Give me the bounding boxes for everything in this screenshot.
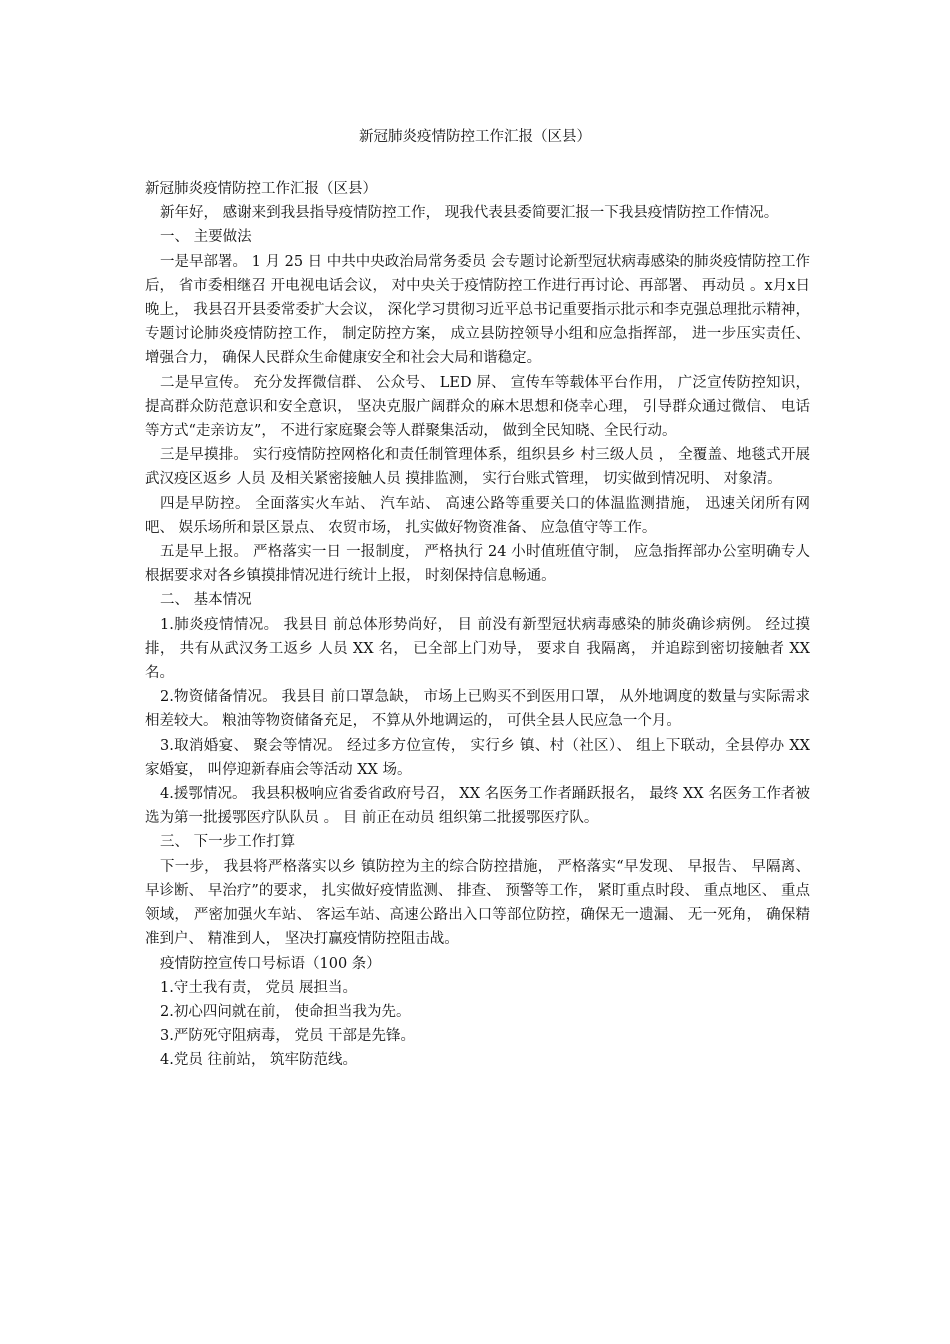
paragraph-cancel-gatherings: 3.取消婚宴、 聚会等情况。 经过多方位宣传， 实行乡 镇、村（社区）、 组上下联动，全县停办 XX 家婚宴， 叫停迎新春庙会等活动 XX 场。: [145, 737, 815, 778]
section-heading-1: 一、 主要做法: [160, 229, 252, 246]
paragraph-hubei-aid: 4.援鄂情况。 我县积极响应省委省政府号召， XX 名医务工作者踊跃报名， 最终 XX 名医务工作者被选为第一批援鄂医疗队队员 。 目 前正在动员 组织第二批援鄂医疗队。: [145, 786, 810, 827]
paragraph-early-prevention: 四是早防控。 全面落实火车站、 汽车站、 高速公路等重要关口的体温监测措施， 迅速关闭所有网吧、 娱乐场所和景区景点、 农贸市场， 扎实做好物资准备、 应急值守等工作。: [145, 495, 810, 536]
intro-paragraph: 新年好， 感谢来到我县指导疫情防控工作， 现我代表县委简要汇报一下我县疫情防控工作情况。: [160, 205, 779, 222]
document-subtitle: 新冠肺炎疫情防控工作汇报（区县）: [145, 181, 377, 197]
section-heading-2: 二、 基本情况: [160, 592, 252, 609]
document-body: [145, 177, 815, 1073]
paragraph-next-steps: 下一步， 我县将严格落实以乡 镇防控为主的综合防控措施， 严格落实“早发现、 早报告、 早隔离、 早诊断、 早治疗”的要求， 扎实做好疫情监测、 排查、 预警等工作， 紧盯重点时段、 重点地区、 重点领域， 严密加强火车站、 客运车站、高速公路出入口等部位防控，确保无一遗漏、 无一死角， 确保精准到户、 精准到人， 坚决打赢疫情防控阻击战。: [145, 858, 815, 948]
slogan-item: 3.严防死守阻病毒， 党员 干部是先锋。: [160, 1028, 416, 1045]
paragraph-supply-reserves: 2.物资储备情况。 我县目 前口罩急缺， 市场上已购买不到医用口罩， 从外地调度的数量与实际需求相差较大。 粮油等物资储备充足， 不算从外地调运的， 可供全县人民应急一个月。: [145, 689, 810, 730]
paragraph-early-reporting: 五是早上报。 严格落实一日 一报制度， 严格执行 24 小时值班值守制， 应急指挥部办公室明确专人根据要求对各乡镇摸排情况进行统计上报， 时刻保持信息畅通。: [145, 544, 810, 585]
slogan-item: 2.初心四问就在前， 使命担当我为先。: [160, 1003, 411, 1020]
document-title: 新冠肺炎疫情防控工作汇报（区县）: [359, 129, 591, 145]
paragraph-epidemic-status: 1.肺炎疫情情况。 我县目 前总体形势尚好， 目 前没有新型冠状病毒感染的肺炎确诊病例。 经过摸排， 共有从武汉务工返乡 人员 XX 名， 已全部上门劝导， 要求自 我隔离， 并追踪到密切接触者 XX 名。: [145, 616, 815, 682]
slogan-item: 4.党员 往前站， 筑牢防范线。: [160, 1052, 358, 1069]
slogans-heading: 疫情防控宣传口号标语（100 条）: [160, 955, 381, 972]
section-heading-3: 三、 下一步工作打算: [160, 834, 296, 851]
slogan-item: 1.守土我有责， 党员 展担当。: [160, 979, 358, 996]
paragraph-early-screening: 三是早摸排。 实行疫情防控网格化和责任制管理体系，组织县乡 村三级人员 ， 全覆盖、地毯式开展武汉疫区返乡 人员 及相关紧密接触人员 摸排监测， 实行台账式管理， 切实做到情况明、 对象清。: [145, 447, 810, 488]
paragraph-early-publicity: 二是早宣传。 充分发挥微信群、 公众号、 LED 屏、 宣传车等载体平台作用， 广泛宣传防控知识， 提高群众防范意识和安全意识， 坚决克服广阔群众的麻木思想和侥幸心理， 引导群众通过微信、 电话等方式“走亲访友”， 不进行家庭聚会等人群聚集活动， 做到全民知晓、全民行动。: [145, 374, 815, 440]
paragraph-early-deployment: 一是早部署。 1 月 25 日 中共中央政治局常务委员 会专题讨论新型冠状病毒感染的肺炎疫情防控工作后， 省市委相继召 开电视电话会议， 对中央关于疫情防控工作进行再讨论、再部署、 再动员 。x月x日 晚上， 我县召开县委常委扩大会议， 深化学习贯彻习近平总书记重要指示批示和李克强总理批示精神， 专题讨论肺炎疫情防控工作， 制定防控方案， 成立县防控领导小组和应急指挥部， 进一步压实责任、 增强合力， 确保人民群众生命健康安全和社会大局和谐稳定。: [145, 253, 815, 367]
